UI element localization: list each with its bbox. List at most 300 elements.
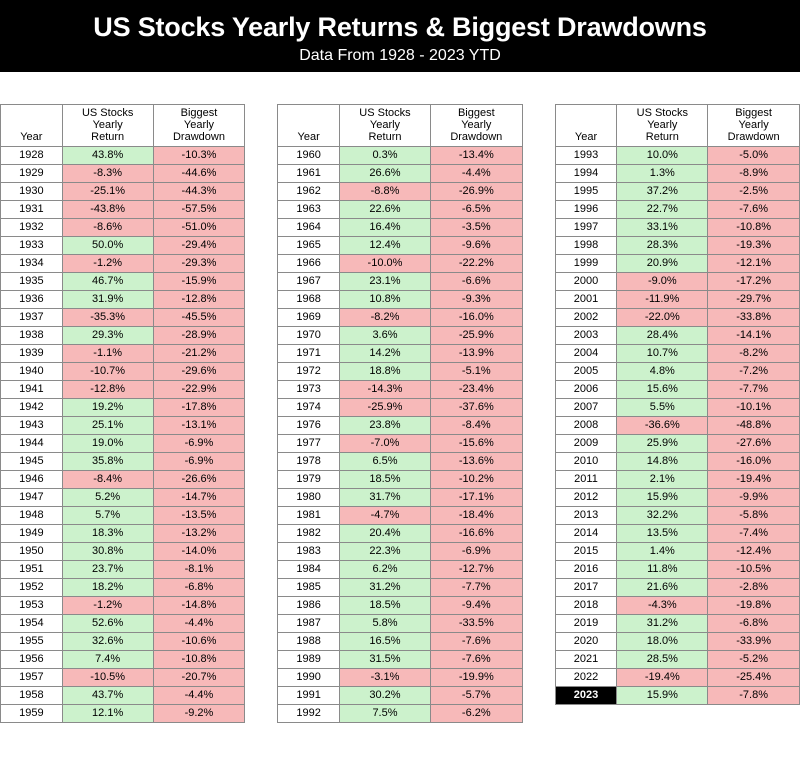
returns-table-3 bbox=[555, 104, 800, 705]
cell-biggest-drawdown: -29.3% bbox=[153, 255, 245, 273]
cell-year: 1993 bbox=[555, 147, 617, 165]
cell-biggest-drawdown: -19.9% bbox=[430, 669, 522, 687]
table-row bbox=[1, 147, 245, 165]
table-row bbox=[1, 687, 245, 705]
cell-year: 2007 bbox=[555, 399, 617, 417]
cell-year: 1963 bbox=[278, 201, 340, 219]
cell-year: 1988 bbox=[278, 633, 340, 651]
cell-year: 2011 bbox=[555, 471, 617, 489]
cell-yearly-return: -3.1% bbox=[340, 669, 431, 687]
cell-biggest-drawdown: -33.8% bbox=[708, 309, 800, 327]
cell-yearly-return: 31.9% bbox=[62, 291, 153, 309]
table-row bbox=[555, 165, 799, 183]
cell-year: 1961 bbox=[278, 165, 340, 183]
return-header-line2: Yearly bbox=[369, 119, 401, 131]
cell-year: 2015 bbox=[555, 543, 617, 561]
cell-biggest-drawdown: -5.0% bbox=[708, 147, 800, 165]
table-body-1 bbox=[1, 147, 245, 723]
table-row bbox=[1, 705, 245, 723]
cell-biggest-drawdown: -9.6% bbox=[430, 237, 522, 255]
cell-yearly-return: 22.7% bbox=[617, 201, 708, 219]
cell-biggest-drawdown: -6.8% bbox=[708, 615, 800, 633]
cell-biggest-drawdown: -33.5% bbox=[430, 615, 522, 633]
table-row bbox=[555, 237, 799, 255]
cell-year: 1997 bbox=[555, 219, 617, 237]
cell-year: 2002 bbox=[555, 309, 617, 327]
table-header-2 bbox=[278, 105, 522, 147]
cell-year: 1947 bbox=[1, 489, 63, 507]
cell-biggest-drawdown: -48.8% bbox=[708, 417, 800, 435]
cell-biggest-drawdown: -13.6% bbox=[430, 453, 522, 471]
table-row bbox=[555, 399, 799, 417]
table-row bbox=[1, 525, 245, 543]
cell-year: 1946 bbox=[1, 471, 63, 489]
cell-biggest-drawdown: -7.6% bbox=[430, 651, 522, 669]
table-header-3 bbox=[555, 105, 799, 147]
cell-yearly-return: 22.6% bbox=[340, 201, 431, 219]
page-header bbox=[0, 0, 800, 72]
cell-biggest-drawdown: -13.4% bbox=[430, 147, 522, 165]
cell-biggest-drawdown: -8.2% bbox=[708, 345, 800, 363]
cell-yearly-return: 15.6% bbox=[617, 381, 708, 399]
table-row bbox=[278, 255, 522, 273]
table-row bbox=[555, 363, 799, 381]
cell-yearly-return: 33.1% bbox=[617, 219, 708, 237]
table-row bbox=[278, 417, 522, 435]
cell-year: 2003 bbox=[555, 327, 617, 345]
cell-biggest-drawdown: -5.2% bbox=[708, 651, 800, 669]
cell-yearly-return: 25.1% bbox=[62, 417, 153, 435]
return-header-line1: US Stocks bbox=[359, 107, 411, 119]
cell-year: 1992 bbox=[278, 705, 340, 723]
cell-biggest-drawdown: -21.2% bbox=[153, 345, 245, 363]
cell-biggest-drawdown: -16.0% bbox=[708, 453, 800, 471]
cell-yearly-return: -36.6% bbox=[617, 417, 708, 435]
cell-biggest-drawdown: -29.6% bbox=[153, 363, 245, 381]
cell-biggest-drawdown: -14.8% bbox=[153, 597, 245, 615]
cell-biggest-drawdown: -37.6% bbox=[430, 399, 522, 417]
cell-year: 1935 bbox=[1, 273, 63, 291]
returns-table-2 bbox=[277, 104, 522, 723]
cell-year: 2019 bbox=[555, 615, 617, 633]
cell-yearly-return: 23.8% bbox=[340, 417, 431, 435]
cell-yearly-return: 18.0% bbox=[617, 633, 708, 651]
cell-yearly-return: 28.3% bbox=[617, 237, 708, 255]
cell-biggest-drawdown: -14.0% bbox=[153, 543, 245, 561]
cell-biggest-drawdown: -45.5% bbox=[153, 309, 245, 327]
column-header-return bbox=[617, 105, 708, 147]
cell-biggest-drawdown: -10.5% bbox=[708, 561, 800, 579]
cell-biggest-drawdown: -4.4% bbox=[153, 615, 245, 633]
cell-year: 1966 bbox=[278, 255, 340, 273]
cell-biggest-drawdown: -17.8% bbox=[153, 399, 245, 417]
cell-year: 1930 bbox=[1, 183, 63, 201]
cell-yearly-return: 22.3% bbox=[340, 543, 431, 561]
drawdown-header-line1: Biggest bbox=[180, 107, 218, 119]
table-row bbox=[1, 561, 245, 579]
cell-yearly-return: 16.5% bbox=[340, 633, 431, 651]
cell-biggest-drawdown: -6.9% bbox=[430, 543, 522, 561]
table-row bbox=[555, 273, 799, 291]
cell-biggest-drawdown: -2.8% bbox=[708, 579, 800, 597]
table-row bbox=[555, 471, 799, 489]
cell-year: 1931 bbox=[1, 201, 63, 219]
cell-biggest-drawdown: -19.8% bbox=[708, 597, 800, 615]
cell-yearly-return: 18.2% bbox=[62, 579, 153, 597]
cell-year: 1940 bbox=[1, 363, 63, 381]
cell-biggest-drawdown: -10.6% bbox=[153, 633, 245, 651]
cell-yearly-return: 35.8% bbox=[62, 453, 153, 471]
cell-year: 2017 bbox=[555, 579, 617, 597]
cell-yearly-return: 23.7% bbox=[62, 561, 153, 579]
cell-biggest-drawdown: -6.6% bbox=[430, 273, 522, 291]
table-row bbox=[278, 345, 522, 363]
table-row bbox=[1, 291, 245, 309]
cell-biggest-drawdown: -7.7% bbox=[430, 579, 522, 597]
page-subtitle: Data From 1928 - 2023 YTD bbox=[299, 47, 501, 64]
cell-year: 1967 bbox=[278, 273, 340, 291]
table-row bbox=[278, 543, 522, 561]
table-row bbox=[555, 183, 799, 201]
cell-year: 1962 bbox=[278, 183, 340, 201]
cell-biggest-drawdown: -5.8% bbox=[708, 507, 800, 525]
cell-year: 1978 bbox=[278, 453, 340, 471]
table-row bbox=[1, 219, 245, 237]
cell-yearly-return: 31.5% bbox=[340, 651, 431, 669]
table-row bbox=[278, 471, 522, 489]
cell-biggest-drawdown: -3.5% bbox=[430, 219, 522, 237]
cell-year: 1936 bbox=[1, 291, 63, 309]
table-row bbox=[278, 651, 522, 669]
table-row bbox=[555, 201, 799, 219]
cell-year: 2018 bbox=[555, 597, 617, 615]
cell-yearly-return: 5.8% bbox=[340, 615, 431, 633]
cell-biggest-drawdown: -17.2% bbox=[708, 273, 800, 291]
cell-yearly-return: -1.1% bbox=[62, 345, 153, 363]
cell-yearly-return: 23.1% bbox=[340, 273, 431, 291]
cell-biggest-drawdown: -18.4% bbox=[430, 507, 522, 525]
return-header-line2: Yearly bbox=[647, 119, 678, 131]
table-row bbox=[278, 453, 522, 471]
cell-yearly-return: 32.2% bbox=[617, 507, 708, 525]
cell-year: 1987 bbox=[278, 615, 340, 633]
table-row bbox=[1, 345, 245, 363]
cell-biggest-drawdown: -8.9% bbox=[708, 165, 800, 183]
cell-yearly-return: -19.4% bbox=[617, 669, 708, 687]
table-header-1 bbox=[1, 105, 245, 147]
cell-biggest-drawdown: -7.6% bbox=[430, 633, 522, 651]
cell-year: 1976 bbox=[278, 417, 340, 435]
cell-year: 1957 bbox=[1, 669, 63, 687]
cell-yearly-return: -8.2% bbox=[340, 309, 431, 327]
cell-yearly-return: 28.4% bbox=[617, 327, 708, 345]
cell-biggest-drawdown: -13.5% bbox=[153, 507, 245, 525]
cell-yearly-return: 18.5% bbox=[340, 597, 431, 615]
table-row bbox=[278, 147, 522, 165]
column-header-year: Year bbox=[278, 105, 340, 147]
cell-yearly-return: 31.2% bbox=[340, 579, 431, 597]
column-header-year: Year bbox=[555, 105, 617, 147]
cell-yearly-return: 19.0% bbox=[62, 435, 153, 453]
cell-year: 1955 bbox=[1, 633, 63, 651]
cell-year: 1990 bbox=[278, 669, 340, 687]
table-row bbox=[278, 273, 522, 291]
cell-year: 1989 bbox=[278, 651, 340, 669]
cell-year: 1953 bbox=[1, 597, 63, 615]
table-row bbox=[555, 525, 799, 543]
cell-biggest-drawdown: -25.4% bbox=[708, 669, 800, 687]
cell-year: 1971 bbox=[278, 345, 340, 363]
cell-biggest-drawdown: -7.4% bbox=[708, 525, 800, 543]
cell-biggest-drawdown: -9.9% bbox=[708, 489, 800, 507]
cell-biggest-drawdown: -15.6% bbox=[430, 435, 522, 453]
cell-yearly-return: 10.7% bbox=[617, 345, 708, 363]
table-row bbox=[555, 381, 799, 399]
cell-biggest-drawdown: -27.6% bbox=[708, 435, 800, 453]
table-row bbox=[1, 453, 245, 471]
table-row bbox=[555, 309, 799, 327]
return-header-line3: Return bbox=[368, 131, 402, 143]
cell-year: 1972 bbox=[278, 363, 340, 381]
cell-biggest-drawdown: -33.9% bbox=[708, 633, 800, 651]
table-row bbox=[555, 417, 799, 435]
cell-year: 1945 bbox=[1, 453, 63, 471]
cell-biggest-drawdown: -6.2% bbox=[430, 705, 522, 723]
column-header-return bbox=[340, 105, 431, 147]
cell-year: 1981 bbox=[278, 507, 340, 525]
cell-biggest-drawdown: -5.7% bbox=[430, 687, 522, 705]
cell-year: 1956 bbox=[1, 651, 63, 669]
table-row bbox=[555, 597, 799, 615]
table-row bbox=[1, 381, 245, 399]
cell-yearly-return: 7.4% bbox=[62, 651, 153, 669]
cell-yearly-return: -8.6% bbox=[62, 219, 153, 237]
cell-yearly-return: 13.5% bbox=[617, 525, 708, 543]
table-row bbox=[1, 597, 245, 615]
cell-yearly-return: 46.7% bbox=[62, 273, 153, 291]
return-header-line1: US Stocks bbox=[636, 107, 688, 119]
cell-yearly-return: -25.9% bbox=[340, 399, 431, 417]
cell-biggest-drawdown: -9.3% bbox=[430, 291, 522, 309]
table-row bbox=[278, 489, 522, 507]
cell-biggest-drawdown: -10.2% bbox=[430, 471, 522, 489]
cell-year: 1934 bbox=[1, 255, 63, 273]
cell-yearly-return: 6.5% bbox=[340, 453, 431, 471]
table-body-3 bbox=[555, 147, 799, 705]
cell-yearly-return: -9.0% bbox=[617, 273, 708, 291]
table-row bbox=[555, 579, 799, 597]
return-header-line3: Return bbox=[91, 131, 125, 143]
returns-table-1 bbox=[0, 104, 245, 723]
table-row bbox=[1, 183, 245, 201]
table-row bbox=[278, 399, 522, 417]
cell-year: 1960 bbox=[278, 147, 340, 165]
table-row bbox=[555, 291, 799, 309]
cell-yearly-return: -25.1% bbox=[62, 183, 153, 201]
table-row bbox=[278, 687, 522, 705]
cell-year: 2014 bbox=[555, 525, 617, 543]
return-header-line3: Return bbox=[645, 131, 679, 143]
table-row bbox=[1, 507, 245, 525]
table-row bbox=[555, 561, 799, 579]
cell-biggest-drawdown: -19.3% bbox=[708, 237, 800, 255]
table-row bbox=[1, 633, 245, 651]
cell-yearly-return: 20.4% bbox=[340, 525, 431, 543]
drawdown-header-line3: Drawdown bbox=[450, 131, 503, 143]
cell-year: 1977 bbox=[278, 435, 340, 453]
cell-year: 2016 bbox=[555, 561, 617, 579]
cell-year: 1985 bbox=[278, 579, 340, 597]
cell-yearly-return: 5.2% bbox=[62, 489, 153, 507]
cell-biggest-drawdown: -14.7% bbox=[153, 489, 245, 507]
table-row bbox=[1, 327, 245, 345]
table-row bbox=[1, 651, 245, 669]
cell-year: 1949 bbox=[1, 525, 63, 543]
cell-year: 1954 bbox=[1, 615, 63, 633]
cell-yearly-return: 10.8% bbox=[340, 291, 431, 309]
cell-biggest-drawdown: -12.1% bbox=[708, 255, 800, 273]
cell-year: 1948 bbox=[1, 507, 63, 525]
return-header-line1: US Stocks bbox=[81, 107, 134, 119]
cell-year: 1973 bbox=[278, 381, 340, 399]
cell-biggest-drawdown: -16.0% bbox=[430, 309, 522, 327]
cell-year: 2009 bbox=[555, 435, 617, 453]
cell-year: 1983 bbox=[278, 543, 340, 561]
cell-biggest-drawdown: -7.8% bbox=[708, 687, 800, 705]
table-row bbox=[278, 237, 522, 255]
table-row bbox=[555, 255, 799, 273]
cell-yearly-return: 18.5% bbox=[340, 471, 431, 489]
table-row bbox=[278, 381, 522, 399]
cell-yearly-return: 29.3% bbox=[62, 327, 153, 345]
cell-yearly-return: 11.8% bbox=[617, 561, 708, 579]
cell-yearly-return: -1.2% bbox=[62, 255, 153, 273]
table-row bbox=[555, 345, 799, 363]
cell-year: 1933 bbox=[1, 237, 63, 255]
cell-year: 1965 bbox=[278, 237, 340, 255]
table-row bbox=[555, 453, 799, 471]
drawdown-header-line2: Yearly bbox=[738, 119, 769, 131]
cell-year: 2006 bbox=[555, 381, 617, 399]
cell-biggest-drawdown: -10.3% bbox=[153, 147, 245, 165]
cell-yearly-return: -14.3% bbox=[340, 381, 431, 399]
cell-yearly-return: 2.1% bbox=[617, 471, 708, 489]
table-row bbox=[555, 219, 799, 237]
table-row bbox=[278, 309, 522, 327]
cell-year: 2010 bbox=[555, 453, 617, 471]
cell-year: 2022 bbox=[555, 669, 617, 687]
table-row bbox=[555, 687, 799, 705]
table-row bbox=[1, 579, 245, 597]
cell-year: 1941 bbox=[1, 381, 63, 399]
drawdown-header-line2: Yearly bbox=[461, 119, 492, 131]
cell-year: 1959 bbox=[1, 705, 63, 723]
cell-biggest-drawdown: -13.1% bbox=[153, 417, 245, 435]
table-row bbox=[1, 309, 245, 327]
cell-yearly-return: -1.2% bbox=[62, 597, 153, 615]
cell-biggest-drawdown: -22.9% bbox=[153, 381, 245, 399]
cell-year: 1994 bbox=[555, 165, 617, 183]
cell-yearly-return: 7.5% bbox=[340, 705, 431, 723]
cell-year: 1995 bbox=[555, 183, 617, 201]
table-row bbox=[278, 165, 522, 183]
table-row bbox=[278, 633, 522, 651]
page-title: US Stocks Yearly Returns & Biggest Drawdowns bbox=[93, 12, 707, 42]
cell-biggest-drawdown: -9.2% bbox=[153, 705, 245, 723]
cell-year: 1998 bbox=[555, 237, 617, 255]
cell-yearly-return: -10.0% bbox=[340, 255, 431, 273]
column-header-year: Year bbox=[1, 105, 63, 147]
table-row bbox=[1, 273, 245, 291]
cell-year: 1968 bbox=[278, 291, 340, 309]
table-row bbox=[1, 669, 245, 687]
table-row bbox=[1, 165, 245, 183]
cell-yearly-return: 5.7% bbox=[62, 507, 153, 525]
cell-year: 1928 bbox=[1, 147, 63, 165]
cell-yearly-return: 50.0% bbox=[62, 237, 153, 255]
cell-yearly-return: 19.2% bbox=[62, 399, 153, 417]
cell-yearly-return: 26.6% bbox=[340, 165, 431, 183]
return-header-line2: Yearly bbox=[92, 119, 123, 131]
cell-year: 1986 bbox=[278, 597, 340, 615]
cell-yearly-return: 31.2% bbox=[617, 615, 708, 633]
cell-year: 1958 bbox=[1, 687, 63, 705]
cell-yearly-return: -11.9% bbox=[617, 291, 708, 309]
cell-yearly-return: 12.1% bbox=[62, 705, 153, 723]
cell-year: 1970 bbox=[278, 327, 340, 345]
cell-yearly-return: 28.5% bbox=[617, 651, 708, 669]
table-row bbox=[555, 669, 799, 687]
cell-yearly-return: 20.9% bbox=[617, 255, 708, 273]
table-row bbox=[1, 237, 245, 255]
table-row bbox=[1, 471, 245, 489]
cell-biggest-drawdown: -5.1% bbox=[430, 363, 522, 381]
cell-yearly-return: 12.4% bbox=[340, 237, 431, 255]
cell-yearly-return: 14.8% bbox=[617, 453, 708, 471]
cell-year: 2013 bbox=[555, 507, 617, 525]
cell-biggest-drawdown: -57.5% bbox=[153, 201, 245, 219]
column-header-return bbox=[62, 105, 153, 147]
cell-biggest-drawdown: -12.4% bbox=[708, 543, 800, 561]
cell-yearly-return: -8.8% bbox=[340, 183, 431, 201]
cell-yearly-return: 10.0% bbox=[617, 147, 708, 165]
cell-yearly-return: 31.7% bbox=[340, 489, 431, 507]
cell-yearly-return: -8.4% bbox=[62, 471, 153, 489]
cell-biggest-drawdown: -29.7% bbox=[708, 291, 800, 309]
cell-year: 2012 bbox=[555, 489, 617, 507]
cell-biggest-drawdown: -8.4% bbox=[430, 417, 522, 435]
table-row bbox=[1, 201, 245, 219]
cell-biggest-drawdown: -13.9% bbox=[430, 345, 522, 363]
cell-biggest-drawdown: -23.4% bbox=[430, 381, 522, 399]
cell-year: 1929 bbox=[1, 165, 63, 183]
cell-biggest-drawdown: -44.6% bbox=[153, 165, 245, 183]
table-row bbox=[1, 255, 245, 273]
table-row bbox=[278, 219, 522, 237]
table-row bbox=[555, 543, 799, 561]
cell-year: 2020 bbox=[555, 633, 617, 651]
cell-yearly-return: -8.3% bbox=[62, 165, 153, 183]
table-row bbox=[278, 669, 522, 687]
cell-year: 2023 bbox=[555, 687, 617, 705]
cell-yearly-return: 37.2% bbox=[617, 183, 708, 201]
cell-yearly-return: 32.6% bbox=[62, 633, 153, 651]
header-row bbox=[1, 105, 245, 147]
cell-year: 1964 bbox=[278, 219, 340, 237]
cell-yearly-return: 4.8% bbox=[617, 363, 708, 381]
cell-biggest-drawdown: -6.8% bbox=[153, 579, 245, 597]
cell-biggest-drawdown: -6.9% bbox=[153, 453, 245, 471]
